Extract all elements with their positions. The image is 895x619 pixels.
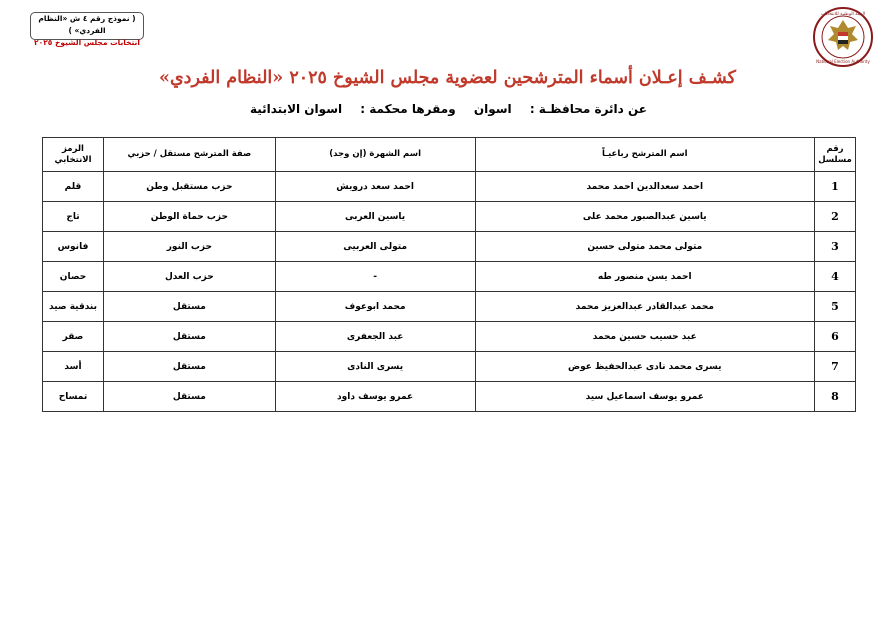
header-status: صفة المترشح مستقل / حزبي <box>103 138 275 172</box>
header-nickname: اسم الشهرة (إن وجد) <box>275 138 475 172</box>
table-row <box>43 202 856 232</box>
district-value: اسوان <box>473 102 512 116</box>
cell-status: مستقل <box>103 382 275 412</box>
table-row <box>43 292 856 322</box>
cell-symbol: قلم <box>43 172 104 202</box>
district-line <box>236 102 647 116</box>
cell-status: مستقل <box>103 352 275 382</box>
page-title: كشـف إعـلان أسماء المترشحين لعضوية مجلس الشيوخ ٢٠٢٥ «النظام الفردي» <box>159 68 736 88</box>
logo-english-text: National Election Authority <box>816 59 870 64</box>
election-authority-logo <box>812 6 874 68</box>
table-header-row <box>43 138 856 172</box>
cell-name: عمرو يوسف اسماعيل سيد <box>475 382 815 412</box>
district-label: عن دائرة محافظـة : <box>529 102 647 116</box>
cell-serial: 1 <box>815 172 856 202</box>
header-symbol: الرمز الانتخابي <box>43 138 104 172</box>
cell-symbol: صقر <box>43 322 104 352</box>
cell-nickname: عمرو يوسف داود <box>275 382 475 412</box>
cell-status: مستقل <box>103 292 275 322</box>
table-row <box>43 262 856 292</box>
cell-status: حزب حماة الوطن <box>103 202 275 232</box>
table-row <box>43 382 856 412</box>
cell-nickname: احمد سعد درويش <box>275 172 475 202</box>
cell-serial: 2 <box>815 202 856 232</box>
cell-symbol: حصان <box>43 262 104 292</box>
table-row <box>43 352 856 382</box>
cell-nickname: متولى العربيى <box>275 232 475 262</box>
cell-nickname: يسرى النادى <box>275 352 475 382</box>
cell-symbol: تمساح <box>43 382 104 412</box>
cell-status: حزب العدل <box>103 262 275 292</box>
table-row <box>43 232 856 262</box>
cell-name: متولى محمد متولى حسين <box>475 232 815 262</box>
cell-nickname: محمد ابوعوف <box>275 292 475 322</box>
cell-symbol: تاج <box>43 202 104 232</box>
cell-serial: 5 <box>815 292 856 322</box>
header-serial: رقم مسلسل <box>815 138 856 172</box>
cell-status: حزب النور <box>103 232 275 262</box>
cell-name: ياسين عبدالصبور محمد على <box>475 202 815 232</box>
cell-name: محمد عبدالقادر عبدالعزيز محمد <box>475 292 815 322</box>
cell-status: مستقل <box>103 322 275 352</box>
cell-symbol: أسد <box>43 352 104 382</box>
cell-name: يسرى محمد نادى عبدالحفيظ عوض <box>475 352 815 382</box>
cell-nickname: عبد الجعفرى <box>275 322 475 352</box>
court-label: ومقرها محكمة : <box>360 102 456 116</box>
cell-symbol: بندقية صيد <box>43 292 104 322</box>
cell-serial: 3 <box>815 232 856 262</box>
table-row <box>43 322 856 352</box>
cell-serial: 4 <box>815 262 856 292</box>
cell-status: حزب مستقبل وطن <box>103 172 275 202</box>
form-number-box <box>30 12 144 47</box>
logo-arabic-text: الهيئة الوطنية للانتخابات <box>820 12 866 17</box>
cell-nickname: ياسين العربى <box>275 202 475 232</box>
form-number-label: ( نموذج رقم ٤ ش «النظام الفردي» ) <box>38 14 136 35</box>
cell-name: عبد حسيب حسين محمد <box>475 322 815 352</box>
court-value: اسوان الابتدائية <box>249 102 343 116</box>
header-name: اسم المترشح رباعيـاً <box>475 138 815 172</box>
cell-name: احمد يسن منصور طه <box>475 262 815 292</box>
cell-nickname: - <box>275 262 475 292</box>
table-row <box>43 172 856 202</box>
cell-name: احمد سعدالدين احمد محمد <box>475 172 815 202</box>
cell-symbol: فانوس <box>43 232 104 262</box>
cell-serial: 8 <box>815 382 856 412</box>
election-year-label: انتخابات مجلس الشيوخ ٢٠٢٥ <box>34 38 140 47</box>
cell-serial: 6 <box>815 322 856 352</box>
candidates-table <box>42 137 856 412</box>
cell-serial: 7 <box>815 352 856 382</box>
